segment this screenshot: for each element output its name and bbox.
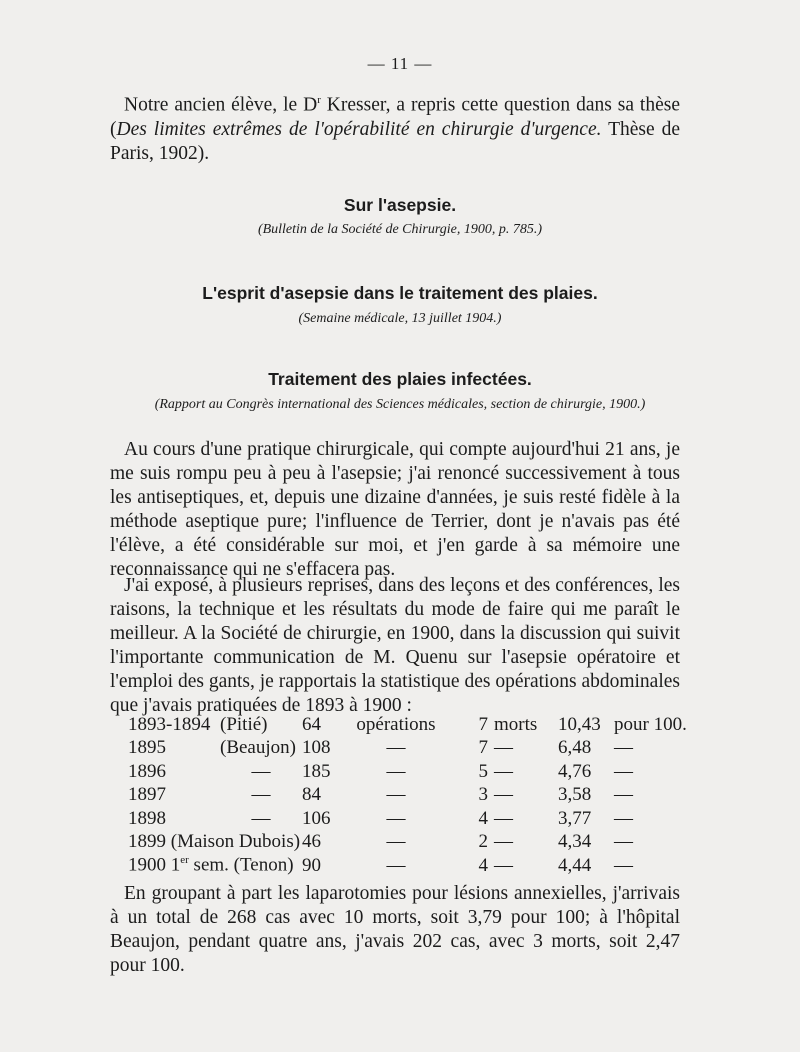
row-deaths-unit: morts — [494, 713, 538, 735]
row-year: 1895 — [128, 737, 166, 758]
paragraph-1-text: Au cours d'une pratique chirurgicale, qui compte aujourd'hui 21 ans, je me suis rompu peu à peu à l'asepsie; j'ai renoncé successivement à tous les antiseptiques, et, depuis une dizaine d'années, je suis resté fidèle à la méthode aseptique pure; l'influence de Terrier, dont je n'avais pas été l'élève, a été considérable sur moi, et j'en garde à sa mémoire une reconnaissance qui ne s'effacera pas. — [110, 439, 680, 580]
intro-text-end: Thèse de Paris, 1902). — [110, 118, 680, 164]
thesis-title: Des limites extrêmes de l'opérabilité en chirurgie d'urgence. — [116, 118, 602, 140]
row-ditto: — — [386, 737, 406, 758]
row-year-text: 1900 1 — [128, 854, 181, 876]
page-number: — 11 — — [367, 54, 433, 73]
row-percent: 3,77 — [558, 807, 592, 829]
row-ditto: — — [614, 807, 633, 829]
row-percent: 6,48 — [558, 737, 592, 758]
row-years: 1893-1894 — [128, 713, 211, 735]
row-deaths: 4 — [478, 807, 488, 829]
table-row — [128, 830, 704, 854]
section-ref-esprit: (Semaine médicale, 13 juillet 1904.) — [298, 311, 502, 326]
row-percent: 4,34 — [558, 831, 592, 852]
row-ditto: — — [494, 807, 513, 829]
row-ditto: — — [614, 737, 633, 758]
row-operations: 84 — [302, 784, 321, 805]
row-ditto: — — [614, 760, 633, 782]
row-operations: 108 — [302, 737, 331, 758]
row-percent-unit: pour 100. — [614, 713, 687, 735]
table-row — [128, 853, 704, 877]
row-percent: 4,76 — [558, 760, 592, 782]
paragraph-1 — [110, 438, 680, 582]
row-hospital: (Beaujon) — [220, 737, 296, 758]
table-row — [128, 759, 704, 783]
row-year: 1897 — [128, 784, 166, 805]
row-operations: 64 — [302, 713, 321, 735]
row-percent: 10,43 — [558, 713, 601, 735]
row-ditto: — — [614, 784, 633, 805]
row-operations: 106 — [302, 807, 331, 829]
paragraph-2-text: J'ai exposé, à plusieurs reprises, dans des leçons et des conférences, les raisons, la technique et les résultats du mode de faire qui me paraît le meilleur. A la Société de chirurgie, en 1900, dans la discussion qui suivit l'importante communication de M. Quenu sur l'asepsie opératoire et l'emploi des gants, je rapportais la statistique des opérations abdominales que j'avais pratiquées de 1893 à 1900 : — [110, 575, 680, 716]
table-row — [128, 736, 704, 760]
row-operations: 90 — [302, 854, 321, 876]
section-title-esprit: L'esprit d'asepsie dans le traitement des plaies. — [202, 283, 598, 303]
table-row — [128, 712, 704, 736]
row-operations: 185 — [302, 760, 331, 782]
row-ditto: — — [386, 854, 406, 876]
row-percent: 3,58 — [558, 784, 592, 805]
row-ditto: — — [614, 854, 633, 876]
row-year-sup: er — [180, 854, 189, 867]
row-year-rest: sem. (Tenon) — [188, 854, 294, 876]
row-ditto: — — [494, 737, 513, 758]
row-deaths: 5 — [478, 760, 488, 782]
row-year: 1896 — [128, 760, 166, 782]
row-hospital: (Pitié) — [220, 713, 268, 735]
intro-text-mid: Kresser, a repris cette question dans sa thèse ( — [110, 94, 681, 140]
row-ditto: — — [386, 807, 406, 829]
section-ref-traitement: (Rapport au Congrès international des Sciences médicales, section de chirurgie, 1900.) — [154, 397, 646, 412]
row-year: 1899 (Maison Dubois) — [128, 831, 301, 852]
paragraph-3 — [110, 882, 680, 978]
section-title-asepsie: Sur l'asepsie. — [343, 195, 457, 215]
row-year: 1898 — [128, 807, 166, 829]
row-ditto: — — [494, 831, 513, 852]
table-row — [128, 783, 704, 807]
row-year — [128, 853, 302, 877]
paragraph-3-text: En groupant à part les laparotomies pour lésions annexielles, j'arrivais à un total de 268 cas avec 10 morts, soit 3,79 pour 100; à l'hôpital Beaujon, pendant quatre ans, j'avais 202 cas, avec 3 morts, soit 2,47 pour 100. — [110, 883, 680, 976]
row-deaths: 7 — [478, 713, 488, 735]
row-ditto: — — [494, 854, 513, 876]
intro-text: Notre ancien élève, le D — [124, 94, 318, 116]
row-hospital: — — [251, 807, 271, 829]
row-ditto: — — [614, 831, 633, 852]
row-deaths: 3 — [478, 784, 488, 805]
section-ref-asepsie: (Bulletin de la Société de Chirurgie, 1900, p. 785.) — [257, 222, 543, 237]
row-deaths: 2 — [478, 831, 488, 852]
row-ditto: — — [386, 784, 406, 805]
row-ditto: — — [386, 831, 406, 852]
intro-sup: r — [317, 94, 321, 106]
row-hospital: — — [251, 784, 271, 805]
row-ditto: — — [494, 784, 513, 805]
row-deaths: 4 — [478, 854, 488, 876]
intro-paragraph — [110, 88, 680, 166]
row-deaths: 7 — [478, 737, 488, 758]
section-title-traitement: Traitement des plaies infectées. — [268, 369, 532, 389]
paragraph-2 — [110, 574, 680, 718]
row-operations: 46 — [302, 831, 321, 852]
row-ditto: — — [494, 760, 513, 782]
row-percent: 4,44 — [558, 854, 592, 876]
statistics-table — [128, 712, 704, 877]
row-ditto: — — [386, 760, 406, 782]
table-row — [128, 806, 704, 830]
row-operations-unit: opérations — [356, 713, 436, 735]
row-hospital: — — [251, 760, 271, 782]
